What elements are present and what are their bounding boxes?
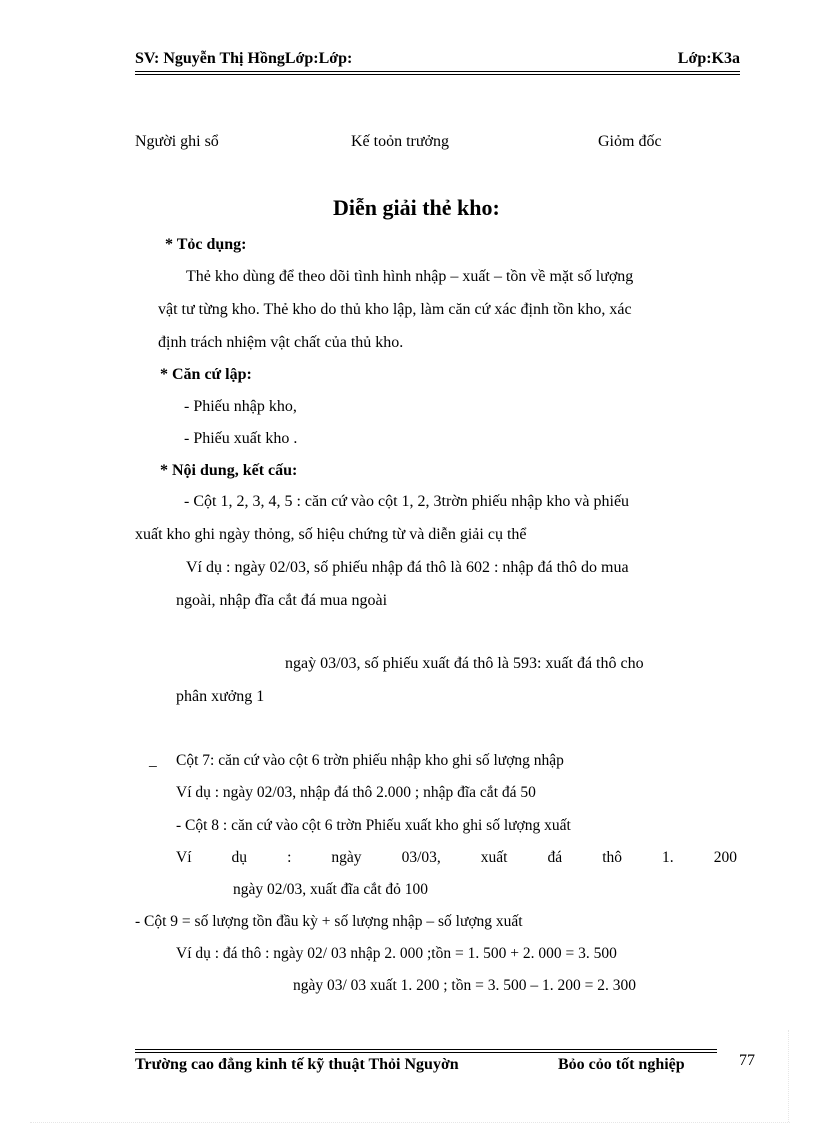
page-title: Diễn giải thẻ kho:	[333, 195, 500, 220]
page-border-dotted-vertical	[788, 1030, 789, 1122]
header-class: Lớp:K3a	[677, 50, 740, 67]
footer-rule	[135, 1049, 717, 1050]
signature-chief-accountant: Kế toỏn trưởng	[351, 133, 450, 150]
purpose-line-1: Thẻ kho dùng để theo dõi tình hình nhập – xuất – tồn về mặt số lượng	[186, 268, 634, 285]
content-heading: * Nội dung, kết cấu:	[160, 462, 298, 479]
col7-example: Ví dụ : ngày 02/03, nhập đá thô 2.000 ; nhập đĩa cắt đá 50	[176, 784, 536, 801]
col15-line-1: - Cột 1, 2, 3, 4, 5 : căn cứ vào cột 1, 2, 3trờn phiếu nhập kho và phiếu	[184, 493, 630, 510]
col8-example-line-1	[176, 849, 737, 867]
word: 1.	[662, 849, 674, 866]
word: đá	[547, 849, 563, 866]
word: xuất	[480, 849, 508, 866]
footer-rule-thin	[135, 1052, 717, 1053]
dash-mark: _	[149, 752, 157, 769]
header-rule-thin	[135, 74, 740, 75]
example1-line-2: ngoài, nhập đĩa cắt đá mua ngoài	[176, 592, 388, 609]
page-number: 77	[739, 1052, 755, 1069]
example2-line-1: ngaỳ 03/03, số phiếu xuất đá thô là 593: xuất đá thô cho	[285, 655, 644, 672]
purpose-heading: * Tỏc dụng:	[165, 236, 247, 253]
word: 200	[713, 849, 737, 866]
purpose-line-3: định trách nhiệm vật chất của thủ kho.	[158, 334, 404, 351]
header-student-info: SV: Nguyễn Thị HồngLớp:Lớp:	[135, 50, 353, 67]
footer-school: Trường cao đẳng kinh tế kỹ thuật Thỏi Nguyờn	[135, 1056, 459, 1073]
signature-director: Giỏm đốc	[598, 133, 662, 150]
word: thô	[602, 849, 622, 866]
col9-line: - Cột 9 = số lượng tồn đầu kỳ + số lượng nhập – số lượng xuất	[135, 913, 523, 930]
col9-example-1: Ví dụ : đá thô : ngày 02/ 03 nhập 2. 000 ;tồn = 1. 500 + 2. 000 = 3. 500	[176, 945, 617, 962]
col8-example-line-2: ngày 02/03, xuất đĩa cắt đỏ 100	[233, 881, 428, 898]
word: dụ	[231, 849, 248, 866]
header-rule	[135, 71, 740, 72]
purpose-line-2: vật tư từng kho. Thẻ kho do thủ kho lập, làm căn cứ xác định tồn kho, xác	[158, 301, 632, 318]
col8-line: - Cột 8 : căn cứ vào cột 6 trờn Phiếu xuất kho ghi số lượng xuất	[176, 817, 571, 834]
word: ngày	[331, 849, 362, 866]
basis-item-2: - Phiếu xuất kho .	[184, 430, 298, 447]
word: 03/03,	[401, 849, 441, 866]
example2-line-2: phân xưởng 1	[176, 688, 265, 705]
signature-recorder: Người ghi sổ	[135, 133, 219, 150]
basis-heading: * Căn cứ lập:	[160, 366, 252, 383]
col7-line: Cột 7: căn cứ vào cột 6 trờn phiếu nhập kho ghi số lượng nhập	[176, 752, 564, 769]
col15-line-2: xuất kho ghi ngày thỏng, số hiệu chứng từ và diễn giải cụ thể	[135, 526, 527, 543]
word: :	[287, 849, 292, 866]
basis-item-1: - Phiếu nhập kho,	[184, 398, 297, 415]
col9-example-2: ngày 03/ 03 xuất 1. 200 ; tồn = 3. 500 – 1. 200 = 2. 300	[293, 977, 636, 994]
example1-line-1: Ví dụ : ngày 02/03, số phiếu nhập đá thô là 602 : nhập đá thô do mua	[186, 559, 629, 576]
word: Ví	[176, 849, 192, 866]
footer-report: Bỏo cỏo tốt nghiệp	[558, 1056, 685, 1073]
